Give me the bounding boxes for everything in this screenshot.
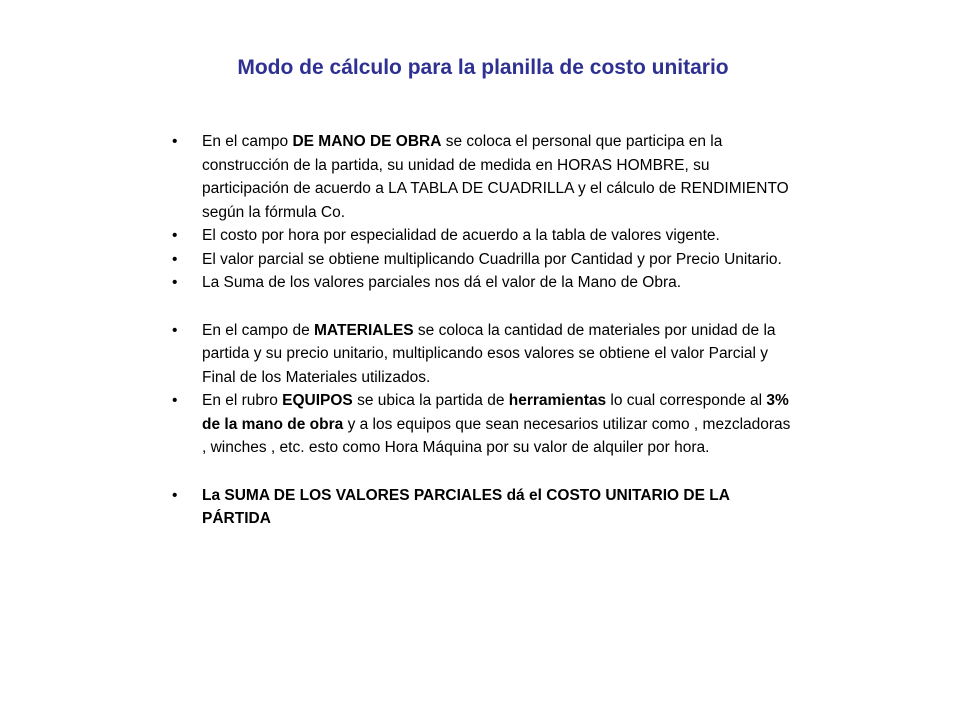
bullet-bold-text: herramientas: [508, 392, 607, 409]
bullet-text: El costo por hora por especialidad de acuerdo a la tabla de valores vigente.: [202, 227, 720, 244]
bullet-bold-text: EQUIPOS: [282, 392, 353, 409]
bullet-text: se coloca la cantidad de materiales por unidad de la partida y su precio unitario, multiplicando esos valores se obtiene el valor Parcial y Final de los Materiales utilizados.: [202, 321, 776, 386]
bullet-text: La Suma de los valores parciales nos dá el valor de la Mano de Obra.: [202, 274, 682, 291]
bullet-dot: •: [172, 227, 178, 244]
bullet-item-valor-parcial: [172, 248, 797, 272]
bullet-text: se coloca el personal que participa en la construcción de la partida, su unidad de medida en HORAS HOMBRE, su participación de acuerdo a LA TABLA DE CUADRILLA y el cálculo de RENDIMIENTO según la fórmula Co.: [202, 133, 789, 221]
bullet-dot: •: [172, 321, 178, 339]
bullet-text: se ubica la partida de: [352, 392, 509, 409]
bullet-list: [172, 130, 797, 531]
bullet-item-materiales: [172, 319, 797, 390]
bullet-dot: •: [172, 133, 178, 150]
bullet-dot: •: [172, 250, 178, 268]
bullet-bold-text: MATERIALES: [314, 321, 414, 339]
bullet-bold-text: La SUMA DE LOS VALORES PARCIALES dá el COSTO UNITARIO DE LA PÁRTIDA: [202, 486, 730, 527]
bullet-dot: •: [172, 392, 178, 409]
bullet-bold-text: DE MANO DE OBRA: [292, 133, 442, 150]
slide-title: Modo de cálculo para la planilla de costo unitario: [237, 56, 729, 79]
bullet-text: El valor parcial se obtiene multiplicando Cuadrilla por Cantidad y por Precio Unitario.: [202, 250, 782, 268]
bullet-text: En el rubro: [202, 392, 283, 409]
bullet-dot: •: [172, 486, 178, 504]
bullet-text: En el campo: [202, 133, 293, 150]
bullet-item-mano-de-obra: [172, 130, 797, 224]
bullet-item-suma-total: [172, 484, 797, 531]
bullet-dot: •: [172, 274, 178, 291]
bullet-text: lo cual corresponde al: [606, 392, 767, 409]
bullet-bold-text: 3% de la mano de obra: [202, 392, 789, 433]
bullet-item-equipos: [172, 389, 797, 460]
bullet-text: y a los equipos que sean necesarios utilizar como , mezcladoras , winches , etc. esto como Hora Máquina por su valor de alquiler por hora.: [202, 415, 791, 456]
bullet-item-suma-mano-de-obra: [172, 271, 797, 295]
bullet-item-costo-por-hora: [172, 224, 797, 248]
bullet-text: En el campo de: [202, 321, 315, 339]
